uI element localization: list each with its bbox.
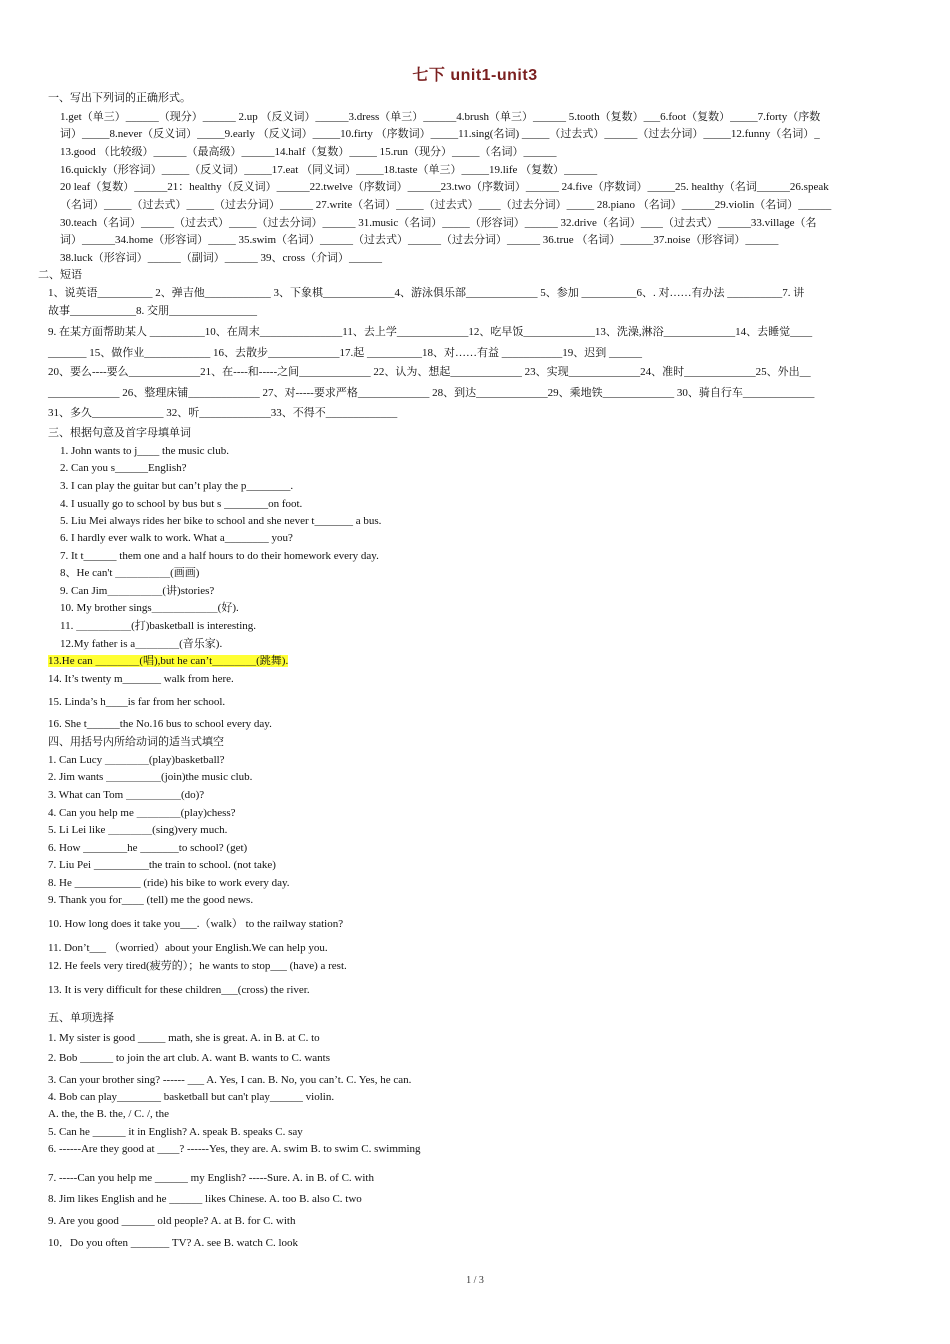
section-3-heading: 三、根据句意及首字母填单词: [48, 427, 191, 439]
section-1-heading: 一、写出下列词的正确形式。: [48, 92, 191, 104]
page-number: 1 / 3: [466, 1275, 484, 1286]
text-line: 38.luck（形容词）______（副词）______ 39、cross（介词）______: [60, 252, 383, 264]
text-line: 1、说英语__________ 2、弹吉他____________ 3、下象棋_____________4、游泳俱乐部_____________ 5、参加 __________6、. 对……有办法 __________7. 讲: [48, 287, 805, 299]
text-line: 7. Liu Pei __________the train to school. (not take): [48, 859, 276, 871]
text-line: 6. I hardly ever walk to work. What a________ you?: [60, 532, 293, 544]
text-line: 2. Can you s______English?: [60, 462, 187, 474]
text-line: 5. Liu Mei always rides her bike to school and she never t_______ a bus.: [60, 515, 382, 527]
text-line: 9. Thank you for____ (tell) me the good news.: [48, 894, 254, 906]
text-line: 五、单项选择: [48, 1012, 114, 1024]
text-line: 4. I usually go to school by bus but s ________on foot.: [60, 498, 303, 510]
text-line: 20 leaf（复数）______21：healthy（反义词）______22.twelve（序数词）______23.two（序数词）______ 24.five（序数词）_____25. healthy（名词______26.speak: [60, 181, 829, 193]
section-4-heading: 16. She t______the No.16 bus to school every day.: [48, 718, 272, 730]
text-line: 11. Don’t___ （worried）about your English.We can help you.: [48, 942, 328, 954]
text-line: 3. I can play the guitar but can’t play the p________.: [60, 480, 294, 492]
text-line: 1. John wants to j____ the music club.: [60, 445, 229, 457]
text-line: _____________ 26、整理床铺_____________ 27、对-----要求严格_____________ 28、到达_____________29、乘地铁_____________ 30、骑自行车_____________: [48, 387, 815, 399]
text-line: 6. How ________he _______to school? (get): [48, 842, 248, 854]
text-line: 13.good （比较级）______（最高级）______14.half（复数）_____ 15.run（现分）_____（名词）______: [60, 146, 557, 158]
text-line: 1.get（单三）______（现分）______ 2.up （反义词）______3.dress（单三）______4.brush（单三）______ 5.tooth（复数）___6.foot（复数）_____7.forty（序数: [60, 111, 821, 123]
text-line: 5. Can he ______ it in English? A. speak B. speaks C. say: [48, 1126, 303, 1138]
text-line: 9. Can Jim＿＿＿＿＿(讲)stories?: [60, 585, 215, 597]
text-line: 四、用括号内所给动词的适当式填空: [48, 736, 224, 748]
text-line: 8、He can't ＿＿＿＿＿(画画): [60, 567, 200, 579]
section-5-heading: 13. It is very difficult for these children___(cross) the river.: [48, 984, 310, 996]
text-line: 15. Linda’s h____is far from her school.: [48, 696, 226, 708]
text-line: 4. Can you help me ＿＿＿＿(play)chess?: [48, 807, 236, 819]
highlighted-text: 13.He can ＿＿＿＿(唱),but he can’t＿＿＿＿(跳舞).: [48, 655, 289, 667]
text-line: 1. Can Lucy ＿＿＿＿(play)basketball?: [48, 754, 225, 766]
text-line: 2. Bob ______ to join the art club. A. want B. wants to C. wants: [48, 1052, 331, 1064]
text-line: 7. It t______ them one and a half hours to do their homework every day.: [60, 550, 379, 562]
text-line: 20、要么----要么_____________21、在----和-----之间_____________ 22、认为、想起_____________ 23、实现_____________24、准时_____________25、外出__: [48, 366, 811, 378]
text-line: 8. He ____________ (ride) his bike to work every day.: [48, 877, 290, 889]
text-line: [48, 654, 288, 668]
text-line: 31、多久_____________ 32、听_____________33、不得不_____________: [48, 407, 398, 419]
text-line: 12.My father is a＿＿＿＿(音乐家).: [60, 638, 223, 650]
text-line: 词）_____8.never（反义词）_____9.early （反义词）_____10.firty （序数词）_____11.sing(名词) _____（过去式）______（过去分词）_____12.funny（名词）_: [60, 128, 820, 140]
text-line: 故事____________8. 交朋________________: [48, 305, 257, 317]
text-line: 10. My brother sings＿＿＿＿＿＿(好).: [60, 602, 239, 614]
text-line: 12. He feels very tired(疲劳的）；he wants to stop___ (have) a rest.: [48, 960, 347, 972]
text-line: 6. ------Are they good at ____? ------Yes, they are. A. swim B. to swim C. swimming: [48, 1143, 421, 1155]
text-line: （名词）_____（过去式）_____（过去分词）______ 27.write（名词）_____（过去式）____（过去分词）_____ 28.piano （名词）______29.violin（名词）______: [60, 199, 832, 211]
text-line: 8. Jim likes English and he ______ likes Chinese. A. too B. also C. two: [48, 1193, 362, 1205]
text-line: A. the, the B. the, / C. /, the: [48, 1108, 169, 1120]
text-line: 4. Bob can play________ basketball but can't play______ violin.: [48, 1091, 335, 1103]
text-line: 3. What can Tom ＿＿＿＿＿(do)?: [48, 789, 205, 801]
text-line: 10．Do you often _______ TV? A. see B. watch C. look: [48, 1237, 299, 1249]
page-title: 七下 unit1-unit3: [412, 67, 538, 84]
text-line: 9. Are you good ______ old people? A. at B. for C. with: [48, 1215, 296, 1227]
text-line: 1. My sister is good _____ math, she is great. A. in B. at C. to: [48, 1032, 320, 1044]
text-line: 14. It’s twenty m_______ walk from here.: [48, 673, 234, 685]
text-line: 9. 在某方面帮助某人 __________10、在周末_______________11、去上学_____________12、吃早饭_____________13、洗澡,淋浴_____________14、去睡觉____: [48, 326, 813, 338]
text-line: 7. -----Can you help me ______ my English? -----Sure. A. in B. of C. with: [48, 1172, 374, 1184]
text-line: 10. How long does it take you___.（walk） to the railway station?: [48, 918, 344, 930]
text-line: 2. Jim wants ＿＿＿＿＿(join)the music club.: [48, 771, 253, 783]
text-line: _______ 15、做作业____________ 16、去散步_____________17.起 __________18、对……有益 ___________19、迟到 ______: [48, 347, 642, 359]
text-line: 5. Li Lei like ＿＿＿＿(sing)very much.: [48, 824, 228, 836]
section-2-heading: 二、短语: [38, 269, 82, 281]
text-line: 16.quickly（形容词）_____（反义词）_____17.eat （同义词）_____18.taste（单三）_____19.life （复数）______: [60, 164, 598, 176]
text-line: 30.teach（名词）______（过去式）_____（过去分词）______ 31.music（名词）_____（形容词）______ 32.drive（名词）____（过去式）______33.village（名: [60, 217, 817, 229]
text-line: 11. ＿＿＿＿＿(打)basketball is interesting.: [60, 620, 257, 632]
text-line: 词）______34.home（形容词）_____ 35.swim（名词）______（过去式）______（过去分词）______ 36.true （名词）______37.noise（形容词）______: [60, 234, 779, 246]
text-line: 3. Can your brother sing? ------ ___ A. Yes, I can. B. No, you can’t. C. Yes, he can.: [48, 1074, 412, 1086]
